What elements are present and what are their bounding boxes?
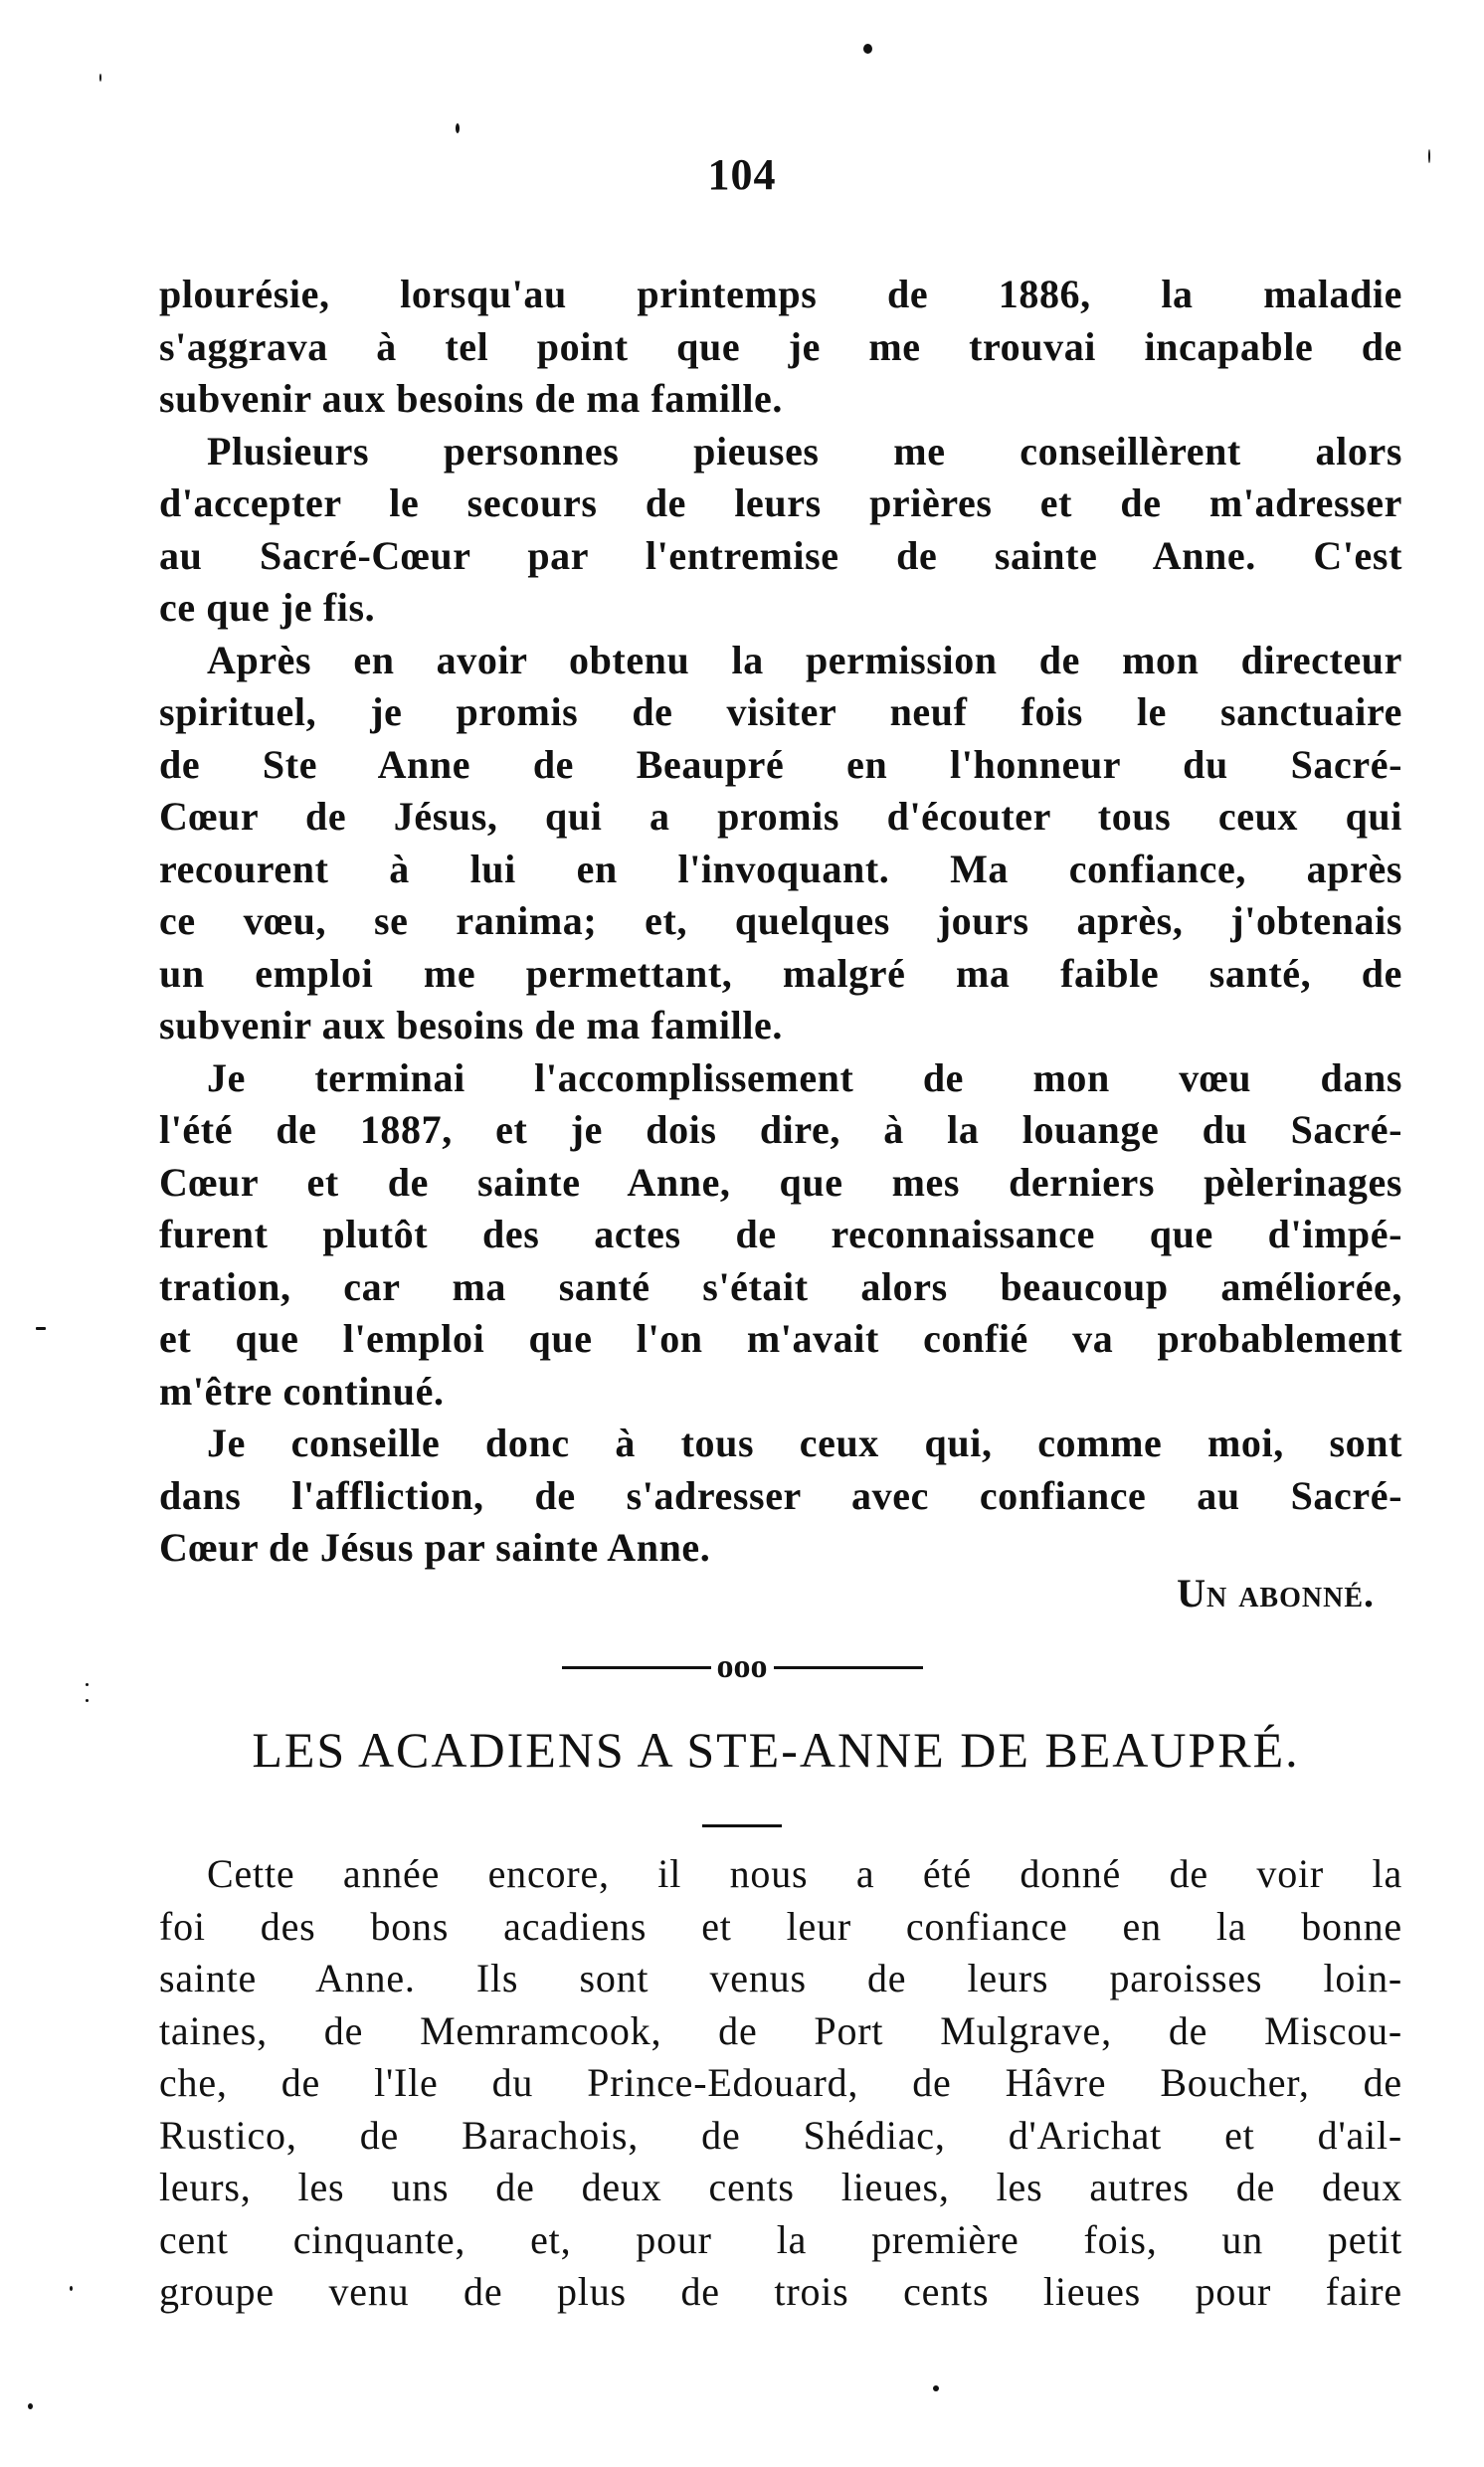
text-line: ce que je fis. bbox=[159, 585, 376, 630]
scan-speck bbox=[36, 1327, 46, 1330]
scan-speck bbox=[86, 1683, 89, 1686]
text-line: dans l'affliction, de s'adresser avec confiance au Sacré- bbox=[159, 1472, 1402, 1518]
page-number: 104 bbox=[707, 150, 777, 199]
text-line: Cœur et de sainte Anne, que mes derniers pèlerinages bbox=[159, 1159, 1402, 1205]
text-line: Après en avoir obtenu la permission de mon directeur bbox=[207, 637, 1402, 682]
section-separator bbox=[0, 1645, 1484, 1685]
text-line: cent cinquante, et, pour la première fois, un petit bbox=[159, 2216, 1402, 2262]
text-line: leurs, les uns de deux cents lieues, les autres de deux bbox=[159, 2165, 1402, 2209]
scan-speck bbox=[863, 44, 872, 54]
text-line: foi des bons acadiens et leur confiance en la bonne bbox=[159, 1903, 1402, 1949]
section-body-text bbox=[159, 1848, 1402, 2319]
text-line: Je conseille donc à tous ceux qui, comme moi, sont bbox=[207, 1421, 1402, 1465]
text-line: Je terminai l'accomplissement de mon vœu dans bbox=[207, 1054, 1402, 1100]
text-line: groupe venu de plus de trois cents lieues pour faire bbox=[159, 2269, 1402, 2314]
text-line: tration, car ma santé s'était alors beaucoup améliorée, bbox=[159, 1263, 1402, 1309]
text-line: Rustico, de Barachois, de Shédiac, d'Arichat et d'ail- bbox=[159, 2112, 1402, 2158]
text-line: sainte Anne. Ils sont venus de leurs paroisses loin- bbox=[159, 1956, 1402, 2000]
section-title: LES ACADIENS A STE-ANNE DE BEAUPRÉ. bbox=[252, 1722, 1300, 1778]
text-line: ce vœu, se ranima; et, quelques jours après, j'obtenais bbox=[159, 898, 1402, 943]
scan-speck bbox=[933, 2385, 939, 2391]
text-line: m'être continué. bbox=[159, 1368, 445, 1414]
body-text-continuation bbox=[159, 269, 1402, 1575]
scan-speck bbox=[456, 123, 460, 133]
scan-speck bbox=[99, 74, 101, 82]
text-line: subvenir aux besoins de ma famille. bbox=[159, 376, 783, 421]
separator-rule-right bbox=[774, 1666, 923, 1669]
text-line: Plusieurs personnes pieuses me conseillèrent alors bbox=[207, 428, 1402, 474]
text-line: recourent à lui en l'invoquant. Ma confiance, après bbox=[159, 846, 1402, 891]
scan-speck bbox=[86, 1699, 89, 1702]
text-line: subvenir aux besoins de ma famille. bbox=[159, 1003, 783, 1047]
letter-signature: Un abonné. bbox=[1177, 1571, 1375, 1615]
scan-speck bbox=[28, 2403, 33, 2409]
text-line: d'accepter le secours de leurs prières et de m'adresser bbox=[159, 480, 1402, 525]
text-line: Cœur de Jésus, qui a promis d'écouter tous ceux qui bbox=[159, 794, 1402, 839]
text-line: s'aggrava à tel point que je me trouvai incapable de bbox=[159, 323, 1402, 369]
text-line: che, de l'Ile du Prince-Edouard, de Hâvre Boucher, de bbox=[159, 2060, 1402, 2105]
text-line: et que l'emploi que l'on m'avait confié va probablement bbox=[159, 1316, 1402, 1361]
text-line: Cette année encore, il nous a été donné de voir la bbox=[207, 1851, 1402, 1896]
text-line: taines, de Memramcook, de Port Mulgrave, de Miscou- bbox=[159, 2007, 1402, 2053]
separator-rule-left bbox=[562, 1666, 711, 1669]
text-line: Cœur de Jésus par sainte Anne. bbox=[159, 1525, 711, 1570]
text-line: l'été de 1887, et je dois dire, à la louange du Sacré- bbox=[159, 1107, 1402, 1152]
title-underline-rule bbox=[702, 1824, 782, 1827]
separator-ornament: ooo bbox=[716, 1648, 768, 1686]
scan-speck bbox=[70, 2286, 73, 2291]
text-line: un emploi me permettant, malgré ma faible santé, de bbox=[159, 950, 1402, 996]
text-line: de Ste Anne de Beaupré en l'honneur du Sacré- bbox=[159, 741, 1402, 787]
text-line: au Sacré-Cœur par l'entremise de sainte Anne. C'est bbox=[159, 532, 1402, 578]
scan-speck bbox=[1428, 149, 1430, 163]
text-line: spirituel, je promis de visiter neuf fois le sanctuaire bbox=[159, 689, 1402, 734]
text-line: furent plutôt des actes de reconnaissance que d'impé- bbox=[159, 1212, 1402, 1256]
text-line: plourésie, lorsqu'au printemps de 1886, la maladie bbox=[159, 272, 1402, 316]
